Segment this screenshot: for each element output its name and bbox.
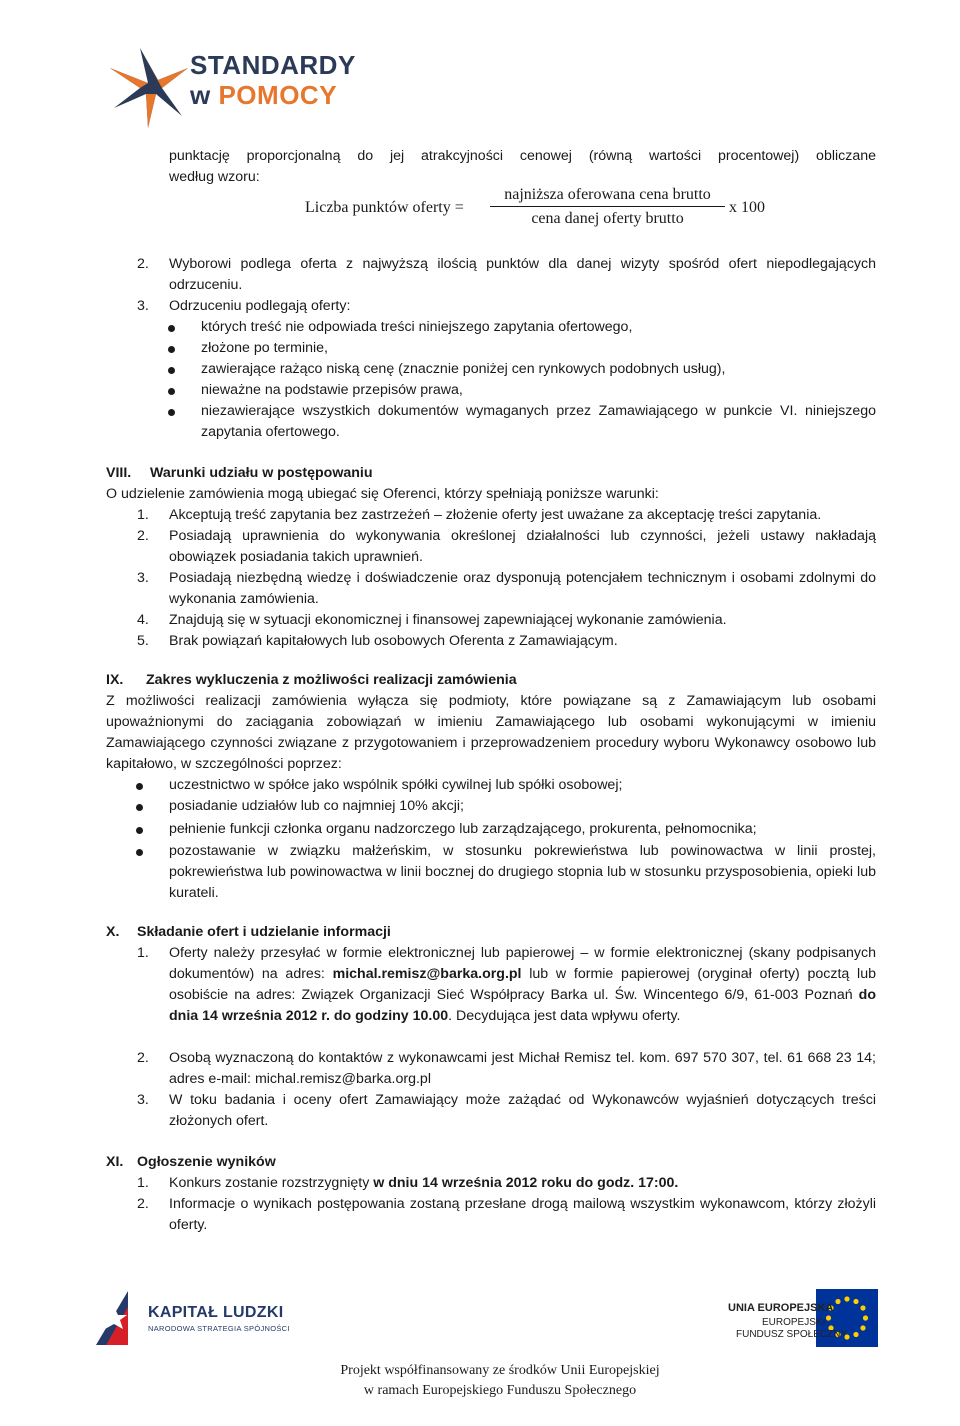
bullet-icon — [168, 367, 175, 374]
bullet-icon — [168, 325, 175, 332]
logo-subtitle — [190, 82, 337, 108]
list-item: złożone po terminie, — [201, 340, 328, 356]
list-item: pełnienie funkcji członka organu nadzorczego lub zarządzającego, prokurenta, pełnomocnika; — [169, 821, 757, 837]
intro-line-2: według wzoru: — [169, 169, 260, 185]
bullet-icon — [168, 346, 175, 353]
section-8-item-number: 2. — [137, 528, 149, 544]
submission-deadline: do dnia 14 września 2012 r. do godziny 10.00 — [169, 987, 876, 1024]
bullet-icon — [136, 827, 143, 834]
logo-w: w — [190, 80, 211, 110]
point-3-number: 3. — [137, 298, 149, 314]
formula-lhs: Liczba punktów oferty = — [305, 199, 464, 216]
section-10-title: Składanie ofert i udzielanie informacji — [137, 924, 391, 940]
list-item: pozostawanie w związku małżeńskim, w stosunku pokrewieństwa lub powinowactwa w linii prostej, pokrewieństwa lub powinowactwa w linii bocznej do drugiego stopnia lub w stosunku przysposobienia, opieki lub kurateli. — [169, 843, 876, 901]
kapital-ludzki-title: KAPITAŁ LUDZKI — [148, 1304, 284, 1321]
section-8-number: VIII. — [106, 465, 132, 481]
section-8-item-number: 5. — [137, 633, 149, 649]
footer-cofinancing-line-1: Projekt współfinansowany ze środków Unii Europejskiej — [340, 1363, 660, 1378]
list-item: nieważne na podstawie przepisów prawa, — [201, 382, 463, 398]
section-8-item-number: 1. — [137, 507, 149, 523]
section-8-intro: O udzielenie zamówienia mogą ubiegać się Oferenci, którzy spełniają poniższe warunki: — [106, 486, 659, 502]
section-11-number: XI. — [106, 1154, 124, 1170]
section-11-item-1 — [169, 1173, 876, 1194]
section-9-title: Zakres wykluczenia z możliwości realizacji zamówienia — [146, 672, 517, 688]
section-10-item-1-part-c: . Decydująca jest data wpływu oferty. — [448, 1008, 681, 1024]
list-item: zawierające rażąco niską cenę (znacznie poniżej cen rynkowych podobnych usług), — [201, 361, 726, 377]
section-10-item-3: W toku badania i oceny ofert Zamawiający może zażądać od Wykonawców wyjaśnień dotyczących treści złożonych ofert. — [169, 1092, 876, 1129]
section-8-item: Posiadają niezbędną wiedzę i doświadczenie oraz dysponują potencjałem technicznym i osobami zdolnymi do wykonania zamówienia. — [169, 570, 876, 607]
section-8-item-number: 3. — [137, 570, 149, 586]
section-10-item-2: Osobą wyznaczoną do kontaktów z wykonawcami jest Michał Remisz tel. kom. 697 570 307, tel. 61 668 23 14; adres e-mail: michal.remisz@barka.org.pl — [169, 1050, 876, 1087]
logo-title: STANDARDY — [190, 50, 356, 80]
section-10-item-1-part-a: Oferty należy przesyłać w formie elektronicznej lub papierowej – w formie elektronicznej (skany podpisanych dokumentów) na adres: — [169, 945, 876, 982]
logo-pomocy: POMOCY — [218, 80, 338, 110]
point-2-text: Wyborowi podlega oferta z najwyższą ilością punktów dla danej wizyty spośród ofert niepodlegających odrzuceniu. — [169, 256, 876, 293]
section-8-item: Brak powiązań kapitałowych lub osobowych Oferenta z Zamawiającym. — [169, 633, 618, 649]
bullet-icon — [168, 388, 175, 395]
list-item: uczestnictwo w spółce jako wspólnik spółki cywilnej lub spółki osobowej; — [169, 777, 623, 793]
kapital-ludzki-subtitle: NARODOWA STRATEGIA SPÓJNOŚCI — [148, 1324, 290, 1333]
section-8-item: Posiadają uprawnienia do wykonywania określonej działalności lub czynności, jeżeli ustawy nakładają obowiązek posiadania takich uprawnień. — [169, 528, 876, 565]
list-item: niezawierające wszystkich dokumentów wymaganych przez Zamawiającego w punkcie VI. niniejszego zapytania ofertowego. — [201, 403, 876, 440]
formula-fraction-bar — [490, 206, 725, 207]
section-9-intro: Z możliwości realizacji zamówienia wyłącza się podmioty, które powiązane są z Zamawiającym lub osobami upoważnionymi do zaciągania zobowiązań w imieniu Zamawiającego lub osobami wykonującymi w imieniu Zamawiającego czynności związane z przygotowaniem i przeprowadzeniem procedury wyboru Wykonawcy osobowo lub kapitałowo, w szczególności poprzez: — [106, 693, 876, 772]
bullet-icon — [136, 849, 143, 856]
results-date: w dniu 14 września 2012 roku do godz. 17:00. — [373, 1175, 679, 1191]
efs-label-2: FUNDUSZ SPOŁECZNY — [736, 1329, 848, 1340]
point-2-number: 2. — [137, 256, 149, 272]
formula-multiplier: x 100 — [729, 199, 765, 216]
section-10-item-number: 3. — [137, 1092, 149, 1108]
section-11-item-number: 1. — [137, 1175, 149, 1191]
section-8-item: Znajdują się w sytuacji ekonomicznej i finansowej zapewniającej wykonanie zamówienia. — [169, 612, 727, 628]
section-10-item-1 — [169, 943, 876, 1027]
section-10-item-1-part-b: lub w formie papierowej (oryginał oferty) pocztą lub osobiście na adres: Związek Organizacji Sieć Współpracy Barka ul. Św. Wincentego 6/9, 61-003 Poznań — [169, 966, 876, 1003]
section-8-title: Warunki udziału w postępowaniu — [150, 465, 373, 481]
section-10-number: X. — [106, 924, 120, 940]
section-11-item-number: 2. — [137, 1196, 149, 1212]
section-10-item-number: 2. — [137, 1050, 149, 1066]
section-11-item-1-part-a: Konkurs zostanie rozstrzygnięty — [169, 1175, 374, 1191]
formula-numerator: najniższa oferowana cena brutto — [504, 186, 711, 203]
efs-label-1: EUROPEJSKI — [762, 1317, 826, 1328]
intro-line-1: punktację proporcjonalną do jej atrakcyjności cenowej (równą wartości procentowej) obliczane — [169, 148, 876, 164]
bullet-icon — [168, 409, 175, 416]
contact-email-link[interactable]: michal.remisz@barka.org.pl — [332, 966, 522, 982]
list-item: posiadanie udziałów lub co najmniej 10% akcji; — [169, 798, 464, 814]
point-3-text: Odrzuceniu podlegają oferty: — [169, 298, 351, 314]
footer-cofinancing-line-2: w ramach Europejskiego Funduszu Społecznego — [363, 1383, 637, 1398]
section-9-number: IX. — [106, 672, 124, 688]
eu-label: UNIA EUROPEJSKA — [728, 1302, 834, 1314]
section-8-item-number: 4. — [137, 612, 149, 628]
list-item: których treść nie odpowiada treści niniejszego zapytania ofertowego, — [201, 319, 633, 335]
bullet-icon — [136, 804, 143, 811]
section-8-item: Akceptują treść zapytania bez zastrzeżeń – złożenie oferty jest uważane za akceptację treści zapytania. — [169, 507, 822, 523]
section-11-title: Ogłoszenie wyników — [137, 1154, 276, 1170]
section-11-item-2: Informacje o wynikach postępowania zostaną przesłane drogą mailową wszystkim wykonawcom, którzy złożyli oferty. — [169, 1196, 876, 1233]
section-10-item-number: 1. — [137, 945, 149, 961]
bullet-icon — [136, 783, 143, 790]
formula-denominator: cena danej oferty brutto — [531, 210, 684, 227]
